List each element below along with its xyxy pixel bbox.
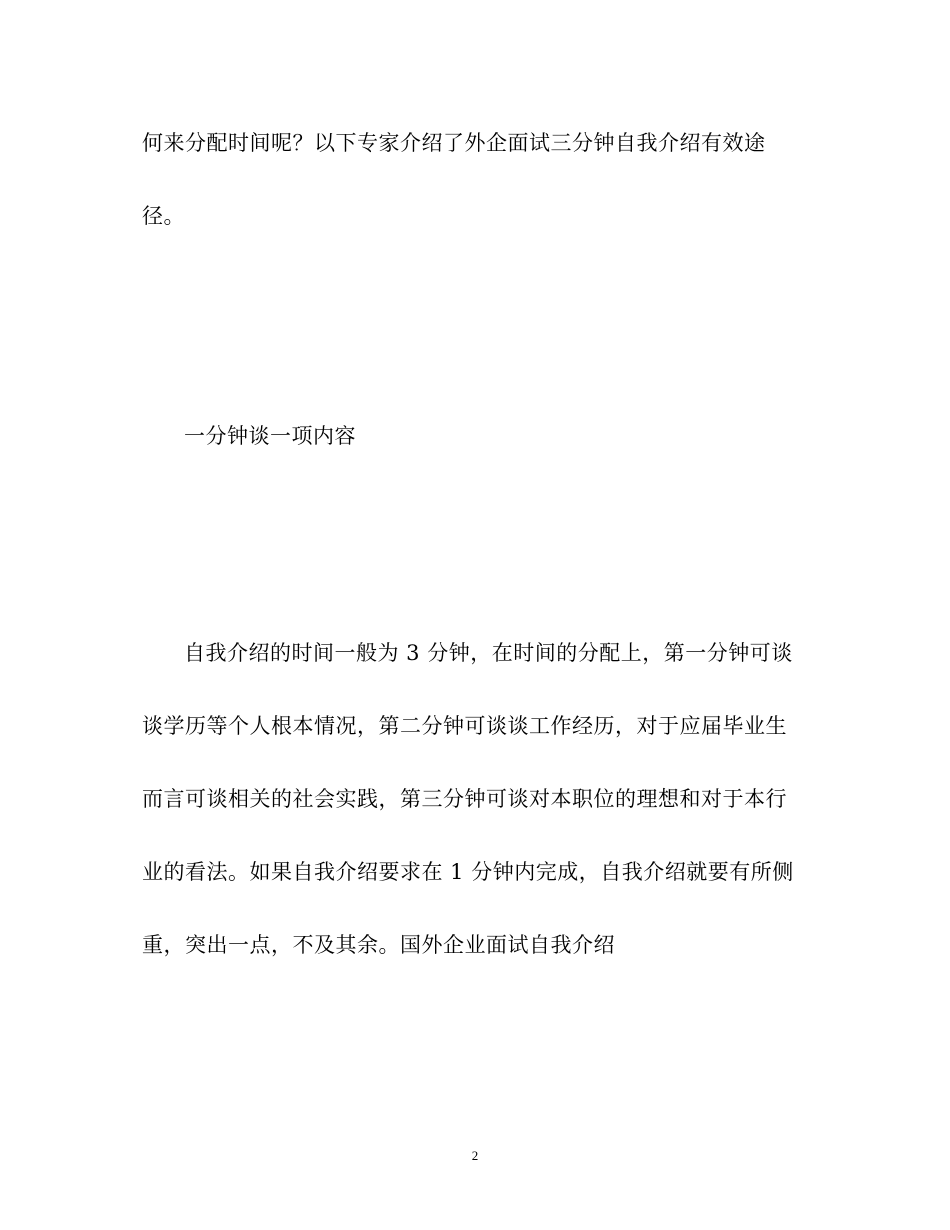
section-heading: 一分钟谈一项内容 [184,424,356,448]
body-line-5: 重，突出一点，不及其余。国外企业面试自我介绍 [142,933,615,957]
body-line-2: 谈学历等个人根本情况，第二分钟可谈谈工作经历，对于应届毕业生 [142,714,787,738]
intro-line-2: 径。 [142,204,185,228]
body-line-3: 而言可谈相关的社会实践，第三分钟可谈对本职位的理想和对于本行 [142,787,787,811]
page-number: 2 [471,1148,479,1163]
intro-line-1: 何来分配时间呢？以下专家介绍了外企面试三分钟自我介绍有效途 [142,131,766,155]
body-line-4: 业的看法。如果自我介绍要求在 1 分钟内完成，自我介绍就要有所侧 [142,860,794,884]
body-line-1: 自我介绍的时间一般为 3 分钟，在时间的分配上，第一分钟可谈 [184,641,793,665]
